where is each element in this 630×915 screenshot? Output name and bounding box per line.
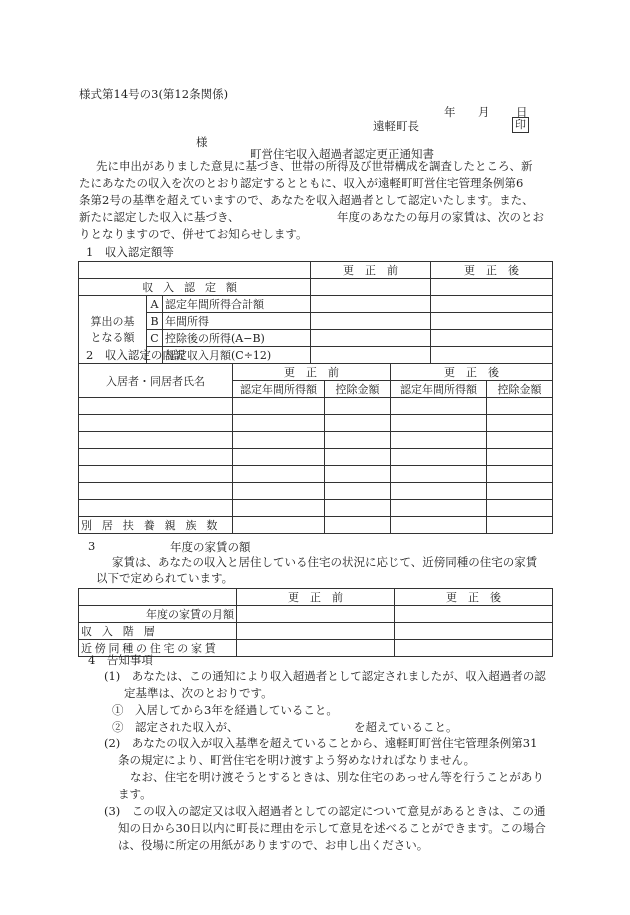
row-b-after — [431, 313, 553, 330]
member-cell — [487, 449, 553, 466]
member-cell — [487, 483, 553, 500]
notice-1-line-1: (1) あなたは、この通知により収入超過者として認定されましたが、収入超過者の認 — [104, 669, 546, 683]
row-c-label: 控除後の所得(A−B) — [163, 330, 311, 347]
member-cell — [325, 449, 391, 466]
section4-heading: 4 告知事項 — [88, 653, 153, 667]
member-cell — [325, 432, 391, 449]
col-before: 更 正 前 — [311, 262, 431, 279]
section1-heading: 1 収入認定額等 — [86, 245, 174, 259]
notice-1-criterion-b1: ② 認定された収入が、 — [112, 720, 239, 734]
row-d-label: 認定収入月額(C÷12) — [163, 347, 311, 364]
notice-2-line-2: 条の規定により、町営住宅を明け渡すよう努めなければなりません。 — [118, 753, 476, 767]
notice-1-criterion-a: ① 入居してから3年を経過していること。 — [112, 703, 338, 717]
notice-1-criterion-b2: を超えていること。 — [354, 720, 458, 734]
before-deduction-sub: 控除金額 — [325, 381, 391, 398]
blank-header-cell — [79, 262, 311, 279]
member-cell — [487, 500, 553, 517]
section2-heading: 2 収入認定の内訳 — [86, 348, 186, 362]
member-cell — [487, 398, 553, 415]
member-cell — [487, 466, 553, 483]
rent-row-monthly: 年度の家賃の月額 — [79, 606, 237, 623]
member-row — [79, 500, 233, 517]
row-a-letter: A — [147, 296, 163, 313]
dependents-cell — [325, 517, 391, 534]
row-c-letter: C — [147, 330, 163, 347]
row-c-before — [311, 330, 431, 347]
member-cell — [325, 500, 391, 517]
section3-text-2: 以下で定められています。 — [96, 571, 234, 585]
addressee-suffix: 様 — [196, 135, 208, 149]
row-a-before — [311, 296, 431, 313]
section3-text-1: 家賃は、あなたの収入と居住している住宅の状況に応じて、近傍同種の住宅の家賃 — [112, 555, 538, 569]
dependents-cell — [391, 517, 487, 534]
member-cell — [391, 466, 487, 483]
member-cell — [487, 432, 553, 449]
income-before-cell — [311, 279, 431, 296]
member-row — [79, 432, 233, 449]
rent-neighbor-after — [395, 640, 553, 657]
member-cell — [391, 398, 487, 415]
row-a-after — [431, 296, 553, 313]
section3-number: 3 — [88, 539, 96, 553]
member-row — [79, 483, 233, 500]
member-cell — [487, 415, 553, 432]
member-cell — [325, 415, 391, 432]
rent-bracket-before — [237, 623, 395, 640]
row-c-after — [431, 330, 553, 347]
rent-blank-header — [79, 589, 237, 606]
row-a-label: 認定年間所得合計額 — [163, 296, 311, 313]
seal-mark — [512, 117, 529, 133]
member-cell — [233, 466, 325, 483]
member-row — [79, 415, 233, 432]
rent-table — [78, 588, 553, 657]
member-row — [79, 398, 233, 415]
rent-col-after: 更 正 後 — [395, 589, 553, 606]
member-cell — [325, 483, 391, 500]
member-row — [79, 466, 233, 483]
rent-bracket-after — [395, 623, 553, 640]
breakdown-col-before: 更 正 前 — [233, 364, 391, 381]
rent-row-neighbor: 近傍同種の住宅の家賃 — [79, 640, 237, 657]
after-deduction-sub: 控除金額 — [487, 381, 553, 398]
notice-2-line-4: ます。 — [118, 787, 152, 801]
notice-2-line-3: なお、住宅を明け渡そうとするときは、別な住宅のあっせん等を行うことがあり — [130, 770, 544, 784]
member-cell — [233, 449, 325, 466]
member-cell — [233, 432, 325, 449]
after-income-sub: 認定年間所得額 — [391, 381, 487, 398]
member-cell — [391, 432, 487, 449]
member-row — [79, 449, 233, 466]
notice-3-line-2: 知の日から30日以内に町長に理由を示して意見を述べることができます。この場合 — [118, 821, 546, 835]
row-b-before — [311, 313, 431, 330]
intro-line-1: 先に申出がありました意見に基づき、世帯の所得及び世帯構成を調査したところ、新 — [96, 159, 533, 173]
member-cell — [233, 483, 325, 500]
row-d-after — [431, 347, 553, 364]
notice-1-line-2: 定基準は、次のとおりです。 — [124, 686, 273, 700]
member-cell — [391, 415, 487, 432]
date-month: 月 — [478, 105, 490, 119]
intro-line-4a: 新たに認定した収入に基づき、 — [79, 210, 240, 224]
row-b-label: 年間所得 — [163, 313, 311, 330]
col-after: 更 正 後 — [431, 262, 553, 279]
rent-neighbor-before — [237, 640, 395, 657]
date-day: 日 — [516, 105, 528, 119]
member-cell — [391, 449, 487, 466]
intro-line-4b: 年度のあなたの毎月の家賃は、次のとお — [337, 210, 544, 224]
member-cell — [391, 483, 487, 500]
notice-3-line-3: は、役場に所定の用紙がありますので、お申し出ください。 — [118, 838, 429, 852]
intro-line-3: 条第2号の基準を超えていますので、あなたを収入超過者として認定いたします。また、 — [79, 193, 534, 207]
row-b-letter: B — [147, 313, 163, 330]
dependents-label: 別居扶養親族数 — [79, 517, 233, 534]
section3-heading: 年度の家賃の額 — [170, 540, 251, 554]
rent-col-before: 更 正 前 — [237, 589, 395, 606]
member-cell — [233, 500, 325, 517]
member-cell — [233, 415, 325, 432]
income-label: 収入認定額 — [79, 279, 311, 296]
income-breakdown-table — [78, 363, 553, 534]
dependents-cell — [233, 517, 325, 534]
rent-monthly-before — [237, 606, 395, 623]
member-cell — [325, 398, 391, 415]
basis-label-line-1: 算出の基 — [90, 314, 135, 328]
rent-row-bracket: 収入階層 — [79, 623, 237, 640]
basis-label-line-2: となる額 — [90, 330, 135, 344]
page-title: 町営住宅収入超過者認定更正通知書 — [250, 147, 434, 161]
breakdown-col-after: 更 正 後 — [391, 364, 553, 381]
seal-text: 印 — [512, 117, 529, 133]
issuer-name: 遠軽町長 — [373, 119, 419, 133]
member-cell — [233, 398, 325, 415]
before-income-sub: 認定年間所得額 — [233, 381, 325, 398]
intro-line-5: りとなりますので、併せてお知らせします。 — [79, 227, 308, 241]
member-cell — [325, 466, 391, 483]
income-after-cell — [431, 279, 553, 296]
member-cell — [391, 500, 487, 517]
form-number: 様式第14号の3(第12条関係) — [79, 87, 229, 101]
name-col-header: 入居者・同居者氏名 — [79, 364, 233, 398]
notice-2-line-1: (2) あなたの収入が収入基準を超えていることから、遠軽町町営住宅管理条例第31 — [104, 736, 538, 750]
rent-monthly-after — [395, 606, 553, 623]
notice-3-line-1: (3) この収入の認定又は収入超過者としての認定について意見があるときは、この通 — [104, 804, 546, 818]
row-d-before — [311, 347, 431, 364]
dependents-cell — [487, 517, 553, 534]
intro-line-2: たにあなたの収入を次のとおり認定するとともに、収入が遠軽町町営住宅管理条例第6 — [79, 176, 524, 190]
date-year: 年 — [444, 105, 456, 119]
